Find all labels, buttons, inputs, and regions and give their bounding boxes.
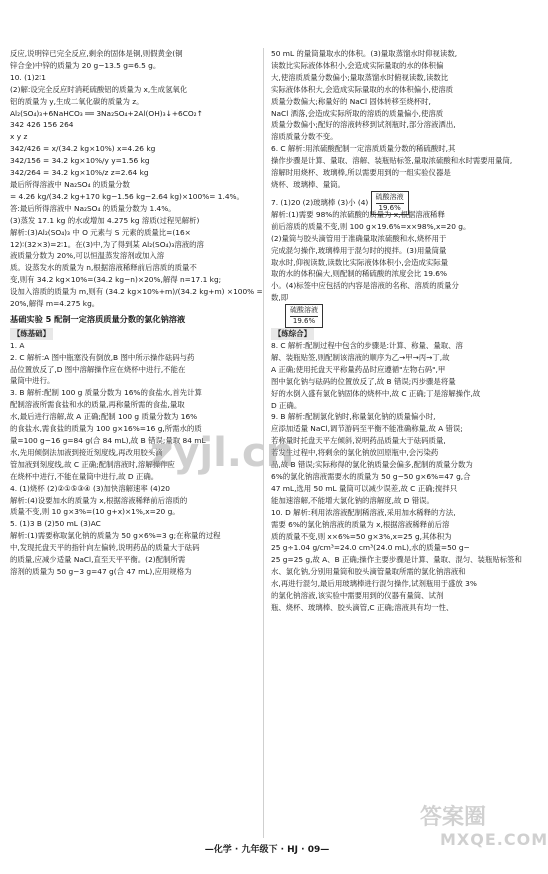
q7-prefix: 7. (1)20 (2)玻璃棒 (3)小 (4) <box>271 197 369 207</box>
text-line: 前后溶质的质量不变,则 100 g×19.6%=x×98%,x=20 g。 <box>271 221 471 231</box>
text-line: 的氯化钠溶液,该实验中需要用到的仪器有量筒、试剂 <box>271 591 444 601</box>
text-line: 变,则有 34.2 kg×10%=(34.2 kg−n)×20%,解得 n=17.1 kg; <box>10 275 222 285</box>
label-box-2 <box>285 304 323 328</box>
text-line: 342/156 = 34.2 kg×10%/y y=1.56 kg <box>10 156 150 166</box>
text-line: 能加速溶解,不能增大氯化钠的溶解度,故 D 错误。 <box>271 495 434 505</box>
left-column <box>10 48 263 578</box>
text-line: 量筒中进行。 <box>10 376 55 386</box>
section2-tag: 【练综合】 <box>271 328 314 340</box>
text-line: 数,即 <box>271 293 289 303</box>
text-line: 水,再进行混匀,最后用玻璃棒进行混匀操作,试剂瓶用于盛放 3% <box>271 579 477 589</box>
text-line: 47 mL,选用 50 mL 量筒可以减少误差,故 C 正确;搅拌只 <box>271 483 458 493</box>
section-tag: 【练基础】 <box>10 328 53 340</box>
text-line: 取水时,仰视读数,读数比实际液体体积小,会造成实际量 <box>271 257 449 267</box>
text-line: 中,发现托盘天平的指针向左偏转,说明药品的质量大于砝码 <box>10 543 200 553</box>
text-line: 最后所得溶液中 Na₂SO₄ 的质量分数 <box>10 179 130 189</box>
text-line: Al₂(SO₄)₃+6NaHCO₃ ══ 3Na₂SO₄+2Al(OH)₃↓+6CO₂↑ <box>10 108 203 118</box>
right-column <box>271 48 526 614</box>
text-line: (3)蒸发 17.1 kg 的水或增加 4.275 kg 溶质(过程见解析) <box>10 215 200 225</box>
text-line: 5. (1)3 B (2)50 mL (3)AC <box>10 519 101 529</box>
q7-line <box>271 191 526 212</box>
text-line: 好的水倒入盛有氯化钠固体的烧杯中,故 C 正确;丁是溶解操作,故 <box>271 388 481 398</box>
text-line: 品位置放反了,D 图中溶解操作应在烧杯中进行,不能在 <box>10 364 186 374</box>
text-line: 完成混匀操作,玻璃棒用于混匀时的搅拌。(3)用量筒量 <box>271 245 447 255</box>
text-line: 配制溶液所需食盐和水的质量,再称量所需的食盐,量取 <box>10 400 185 410</box>
text-line: 瓶、烧杯、玻璃棒、胶头滴管,C 正确;溶液具有均一性、 <box>271 602 454 612</box>
text-line: 烧杯、玻璃棒、量筒。 <box>271 179 345 189</box>
text-line: 溶剂的质量为 50 g−3 g=47 g(合 47 mL),应用规格为 <box>10 566 192 576</box>
text-line: 6%的氯化钠溶液需要水的质量为 50 g−50 g×6%=47 g,合 <box>271 472 471 481</box>
label-box-2-top: 硫酸溶液 <box>290 306 318 315</box>
text-line: x y z <box>10 132 28 142</box>
text-line: 50 mL 的量筒量取水的体积。(3)量取蒸馏水时仰视读数, <box>271 49 458 58</box>
text-line: 4. (1)烧杯 (2)②①⑤③④ (3)加快溶解速率 (4)20 <box>10 483 170 493</box>
text-line: 实际液体体积大,会造成实际量取的水的体积偏小,使溶质 <box>271 84 454 94</box>
text-line: 解析:(3)Al₂(SO₄)₃ 中 O 元素与 S 元素的质量比=(16× <box>10 227 191 237</box>
text-line: NaCl 洒落,会造成实际所取的溶质的质量偏小,使溶质 <box>271 108 444 118</box>
text-line: 6. C 解析:用浓硫酸配制一定溶质质量分数的稀硫酸时,其 <box>271 144 456 154</box>
text-line: 解析:(1)需要称取氯化钠的质量为 50 g×6%=3 g;在称量的过程 <box>10 531 221 541</box>
text-line: 量=100 g−16 g=84 g(合 84 mL),故 B 错误;量取 84 mL <box>10 436 206 445</box>
text-line: 10. D 解析:利用浓溶液配制稀溶液,采用加水稀释的方法, <box>271 507 456 517</box>
text-line: 的质量,应减少适量 NaCl,直至天平平衡。(2)配制所需 <box>10 555 186 565</box>
text-line: 需要 6%的氯化钠溶液的质量为 x,根据溶液稀释前后溶 <box>271 519 450 529</box>
text-line: 25 g÷1.04 g/cm³=24.0 cm³(24.0 mL),水的质量=50 g− <box>271 543 470 553</box>
section-title: 基础实验 5 配制一定溶质质量分数的氯化钠溶液 <box>10 313 186 324</box>
text-line: 溶解时用烧杯、玻璃棒,所以需要用到的一组实验仪器是 <box>271 168 451 178</box>
text-line: = 4.26 kg/(34.2 kg+170 kg−1.56 kg−2.64 kg)×100%= 1.4%。 <box>10 191 244 201</box>
text-line: 答:最后所得溶液中 Na₂SO₄ 的质量分数为 1.4%。 <box>10 203 176 213</box>
text-line: 解析:(4)设要加水的质量为 x,根据溶液稀释前后溶质的 <box>10 495 188 505</box>
text-line: 水,最后进行溶解,故 A 正确;配制 100 g 质量分数为 16% <box>10 412 198 422</box>
text-line: 水,先用倾倒法加液到接近刻度线,再改用胶头滴 <box>10 447 163 457</box>
text-line: 质。设蒸发水的质量为 n,根据溶液稀释前后溶质的质量不 <box>10 263 197 273</box>
text-line: 9. B 解析:配制氯化钠时,称量氯化钠的质量偏小时, <box>271 412 436 422</box>
text-line: 品,故 B 错误;实际称得的氯化钠质量会偏多,配制的质量分数为 <box>271 460 473 470</box>
text-line: 液质量分数为 20%,可以恒温蒸发溶剂或加入溶 <box>10 251 165 261</box>
text-line: 应添加适量 NaCl,调节游码至平衡不能准确称量,故 A 错误; <box>271 424 463 434</box>
text-line: 操作步骤是计算、量取、溶解、装瓶贴标签,量取浓硫酸和水时需要用量筒, <box>271 156 513 166</box>
text-line: 小。(4)标签中应包括的内容是溶液的名称、溶质的质量分 <box>271 281 459 291</box>
text-line: 水、氯化钠,分别用量筒和胶头滴管量取所需的氯化钠溶液和 <box>271 567 466 577</box>
text-line: 342/426 = x/(34.2 kg×10%) x=4.26 kg <box>10 144 156 154</box>
label-box-1-bottom: 19.6% <box>376 203 404 213</box>
page-footer: —化学 · 九年级下 · HJ · 09— <box>204 845 330 855</box>
text-line: (2)解:设完全反应时消耗硫酸铝的质量为 x,生成氢氧化 <box>10 84 188 94</box>
text-line: 质量不变,则 10 g×3%=(10 g+x)×1%,x=20 g。 <box>10 507 180 517</box>
text-line: 铝的质量为 y,生成二氧化碳的质量为 z。 <box>10 96 144 106</box>
text-line: 设加入溶质的质量为 m,则有 (34.2 kg×10%+m)/(34.2 kg+m) ×100% = <box>10 287 263 297</box>
text-line: 取的水的体积偏大,则配制的稀硫酸的浓度会比 19.6% <box>271 269 447 279</box>
text-line: 锌合金)中锌的质量为 20 g−13.5 g=6.5 g。 <box>10 60 161 70</box>
text-line: 1. A <box>10 340 25 350</box>
text-line: (2)量筒与胶头滴管用于准确量取浓硫酸和水,烧杯用于 <box>271 233 447 243</box>
text-line: 解析:(1)需要 98%的浓硫酸的质量为 x,根据溶液稀释 <box>271 209 445 219</box>
text-line: 溶质质量分数不变。 <box>271 132 338 142</box>
text-line: 反应,说明锌已完全反应,剩余的固体是铜,则假黄金(铜 <box>10 49 183 58</box>
watermark-daanquan: 答案圈 <box>420 805 487 830</box>
text-line: 的食盐水,需食盐的质量为 100 g×16%=16 g,所需水的质 <box>10 424 202 434</box>
text-line: 3. B 解析:配制 100 g 质量分数为 16%的食盐水,首先计算 <box>10 388 202 398</box>
text-line: 10. (1)2∶1 <box>10 72 46 82</box>
text-line: 质量分数偏小;配好的溶液转移到试剂瓶时,部分溶液洒出, <box>271 120 456 130</box>
text-line: 图中氯化钠与砝码的位置放反了,故 B 错误;丙步骤是将量 <box>271 376 456 386</box>
text-line: 8. C 解析:配制过程中包含的步骤是:计算、称量、量取、溶 <box>271 341 463 351</box>
text-line: 质量分数偏大;称量好的 NaCl 固体转移至烧杯时, <box>271 96 431 106</box>
text-line: 读数比实际液体体积小,会造成实际量取的水的体积偏 <box>271 60 444 70</box>
label-box-2-row <box>271 304 526 326</box>
text-line: 25 g=25 g,故 A、B 正确;操作主要步骤是计算、量取、混匀、装瓶贴标签和 <box>271 555 522 565</box>
text-line: 质的质量不变,则 x×6%=50 g×3%,x=25 g,其体积为 <box>271 531 452 541</box>
text-line: 在烧杯中进行,不能在量筒中进行,故 D 正确。 <box>10 471 159 481</box>
watermark-mxqe: MXQE.COM <box>440 830 548 849</box>
label-box-1-top: 硫酸溶液 <box>375 192 404 201</box>
text-line: 20%,解得 m=4.275 kg。 <box>10 299 100 309</box>
text-line: 342/264 = 34.2 kg×10%/z z=2.64 kg <box>10 168 149 178</box>
text-line: D 正确。 <box>271 400 302 410</box>
text-line: 若称量时托盘天平左倾斜,说明药品质量大于砝码质量, <box>271 436 446 446</box>
watermark-zyjl: zyjl.cn <box>150 430 295 476</box>
text-line: 若发生过程中,将剩余的氯化钠放回原瓶中,会污染药 <box>271 448 439 458</box>
text-line: 342 426 156 264 <box>10 120 74 130</box>
text-line: 2. C 解析:A 图中瓶塞没有倒放,B 图中所示操作砝码与药 <box>10 352 195 362</box>
text-line: 管加液到刻度线,故 C 正确;配制溶液时,溶解操作应 <box>10 459 175 469</box>
text-line: 大,使溶质质量分数偏小;量取蒸馏水时俯视读数,读数比 <box>271 72 449 82</box>
label-box-2-bottom: 19.6% <box>290 316 318 326</box>
text-line: 12)∶(32×3)=2∶1。在(3)中,为了得到某 Al₂(SO₄)₃溶液的溶 <box>10 239 204 249</box>
text-line: 解、装瓶贴签,则配制该溶液的顺序为乙→甲→丙→丁,故 <box>271 352 450 362</box>
text-line: A 正确;使用托盘天平称量药品时应遵循"左物右码",甲 <box>271 364 446 374</box>
